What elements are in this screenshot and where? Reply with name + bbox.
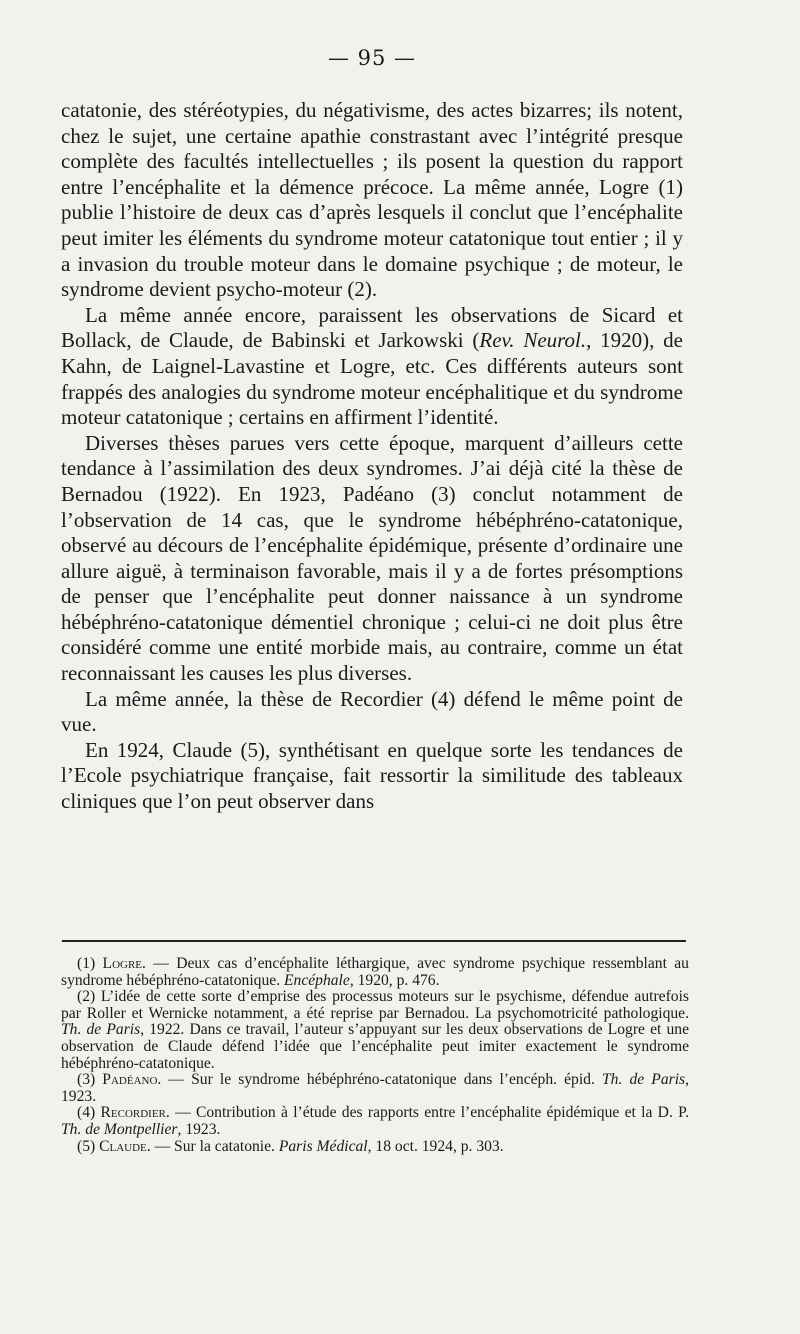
italic-text: Th. de Montpellier [61, 1120, 178, 1138]
text-run: Diverses thèses parues vers cette époque, marquent d’ailleurs cette tendance à l’assimilation des deux syndromes. J’ai déjà cité la thèse de Bernadou (1922). En 1923, Padéano (3) conclut notamment de l’observation de 14 cas, que le syndrome hébéphréno-catatonique, observé au décours de l’encéphalite épidémique, présente d’ordinaire une allure aiguë, à terminaison favorable, mais il y a de fortes présomptions de penser que l’encéphalite peut donner naissance à un syndrome hébéphréno-catatonique démentiel chronique ; celui-ci ne doit plus être considéré comme une entité morbide mais, au contraire, comme un état reconnaissant les causes les plus diverses. [61, 430, 683, 686]
text-run: catatonie, des stéréotypies, du négativisme, des actes bizarres; ils notent, chez le sujet, une certaine apathie constrastant avec l’intégrité presque complète des facultés intellectuelles ; ils posent la question du rapport entre l’encéphalite et la démence précoce. La même année, Logre (1) publie l’histoire de deux cas d’après lesquels il conclut que l’encéphalite peut imiter les éléments du syndrome moteur catatonique tout entier ; il y a invasion du trouble moteur dans le domaine psychique ; de moteur, le syndrome devient psycho-moteur (2). [61, 98, 683, 302]
footnote [61, 1105, 689, 1138]
body-text [61, 98, 683, 815]
paragraph [61, 98, 683, 303]
text-run: En 1924, Claude (5), synthétisant en quelque sorte les tendances de l’Ecole psychiatrique française, fait ressortir la similitude des tableaux cliniques que l’on peut observer dans [61, 737, 683, 814]
text-run: (2) L’idée de cette sorte d’emprise des processus moteurs sur le psychisme, défendue autrefois par Roller et Wernicke notamment, a été reprise par Bernadou. La psychomotricité pathologique. [61, 988, 689, 1022]
paragraph [61, 431, 683, 687]
text-run: , 1922. Dans ce travail, l’auteur s’appuyant sur les deux observations de Logre et une observation de Claude défend l’idée que l’encéphalite peut imiter exactement le syndrome hébéphréno-catatonique. [61, 1021, 689, 1072]
text-run: , 1923. [177, 1120, 221, 1138]
author-name: Logre [102, 955, 143, 972]
italic-text: Th. de Paris [61, 1021, 141, 1039]
text-run: . — Sur la catatonie. [146, 1137, 279, 1155]
paragraph [61, 738, 683, 815]
text-run: La même année encore, paraissent les observations de Sicard et Bollack, de Claude, de Babinski et Jarkowski ( [61, 302, 683, 353]
text-run: , 1920, p. 476. [349, 971, 440, 989]
footnote [61, 956, 689, 989]
text-run: (1) [77, 955, 103, 972]
paragraph [61, 687, 683, 738]
paragraph [61, 303, 683, 431]
footnote [61, 1139, 689, 1156]
text-run: (3) [77, 1071, 103, 1089]
italic-text: Rev. Neurol. [479, 328, 587, 353]
text-run: . — Contribution à l’étude des rapports entre l’encéphalite épidémique et la D. P. [165, 1104, 689, 1122]
italic-text: Encéphale [284, 971, 350, 989]
author-name: Claude [99, 1137, 147, 1155]
text-run: (4) [77, 1104, 101, 1122]
footnote [61, 1072, 689, 1105]
footnote-divider [62, 940, 686, 942]
text-run: La même année, la thèse de Recordier (4) défend le même point de vue. [61, 686, 683, 737]
footnote [61, 989, 689, 1072]
page-number: — 95 — [327, 46, 417, 70]
author-name: Recordier [100, 1104, 166, 1122]
text-run: . — Deux cas d’encéphalite léthargique, avec syndrome psychique ressemblant au syndrome hébéphréno-catatonique. [61, 955, 689, 989]
text-run: , 1923. [61, 1071, 689, 1105]
text-run: , 18 oct. 1924, p. 303. [367, 1137, 504, 1155]
author-name: Padéano [102, 1071, 158, 1089]
italic-text: Th. de Paris [602, 1071, 686, 1089]
italic-text: Paris Médical [278, 1137, 368, 1155]
text-run: , 1920), de Kahn, de Laignel-Lavastine et Logre, etc. Ces différents auteurs sont frappés des analogies du syndrome moteur encéphalitique et du syndrome moteur catatonique ; certains en affirment l’identité. [61, 328, 683, 430]
footnotes [61, 956, 689, 1155]
text-run: . — Sur le syndrome hébéphréno-catatonique dans l’encéph. épid. [157, 1071, 602, 1089]
text-run: (5) [77, 1137, 100, 1155]
